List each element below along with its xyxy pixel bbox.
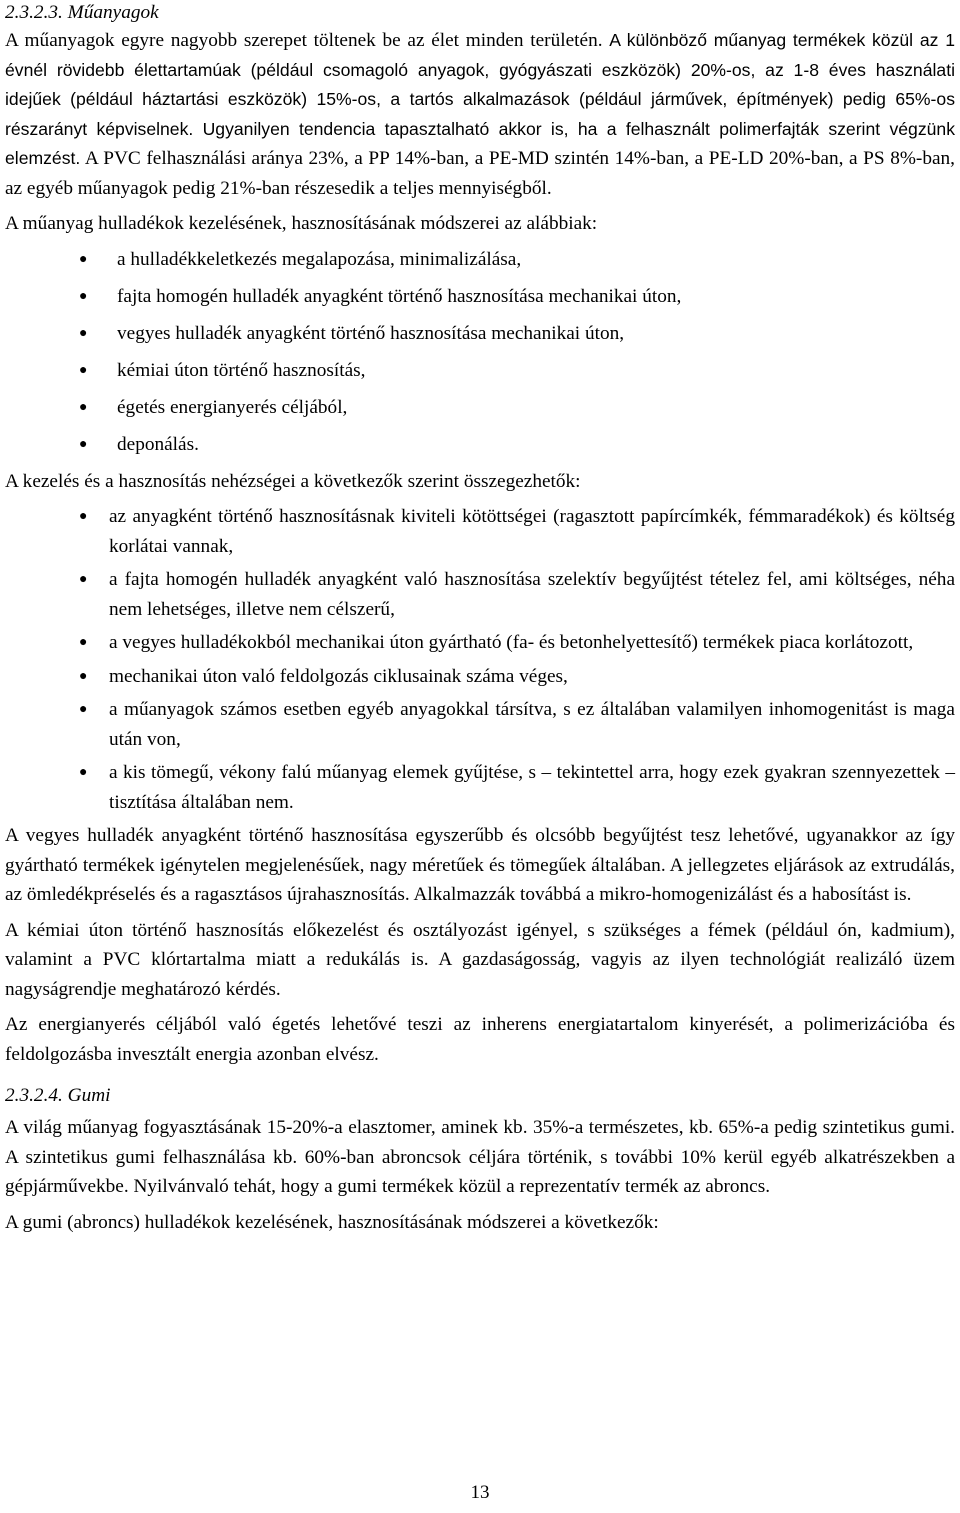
list-item: ● égetés energianyerés céljából,	[5, 393, 955, 423]
paragraph-difficulties-intro: A kezelés és a hasznosítás nehézségei a következők szerint összegezhetők:	[5, 470, 581, 492]
page-number: 13	[470, 1482, 490, 1503]
bullet-icon: ●	[79, 436, 88, 452]
difficulties-list	[5, 502, 955, 817]
list-item: ● mechanikai úton való feldolgozás ciklusainak száma véges,	[5, 662, 955, 692]
list-item: ● fajta homogén hulladék anyagként történő hasznosítása mechanikai úton,	[5, 282, 955, 312]
list-item: ● a kis tömegű, vékony falú műanyag elemek gyűjtése, s – tekintettel arra, hogy ezek gyakran szennyezettek – tisztítása általában nem.	[5, 758, 955, 817]
list-item: ● a hulladékkeletkezés megalapozása, minimalizálása,	[5, 245, 955, 275]
bullet-icon: ●	[79, 509, 88, 524]
list-item: ● az anyagként történő hasznosításnak kiviteli kötöttségei (ragasztott papírcímkék, fémmaradékok) és költség korlátai vannak,	[5, 502, 955, 561]
bullet-icon: ●	[79, 325, 88, 341]
paragraph-chemical-recovery: A kémiai úton történő hasznosítás előkezelést és osztályozást igényel, s szükséges a fémek (például ón, kadmium), valamint a PVC klórtartalma miatt a redukálás is. A gazdaságosság, vagyis az ilyen technológiát realizáló üzem nagyságrendje meghatározó kérdés.	[5, 919, 955, 1000]
list-item: ● deponálás.	[5, 430, 955, 460]
bullet-icon: ●	[79, 288, 88, 304]
paragraph-rubber-methods-intro: A gumi (abroncs) hulladékok kezelésének, hasznosításának módszerei a következők:	[5, 1211, 659, 1233]
bullet-icon: ●	[79, 362, 88, 378]
paragraph-plastics-intro	[5, 26, 955, 203]
bullet-icon: ●	[79, 251, 88, 267]
paragraph-plastics-intro-part1: A műanyagok egyre nagyobb szerepet töltenek be az élet minden területén.	[5, 30, 610, 51]
bullet-icon: ●	[79, 765, 88, 780]
methods-list	[5, 245, 955, 460]
list-item: ● kémiai úton történő hasznosítás,	[5, 356, 955, 386]
bullet-icon: ●	[79, 399, 88, 415]
paragraph-plastics-intro-part3: A PVC felhasználási aránya 23%, a PP 14%-ban, a PE-MD szintén 14%-ban, a PE-LD 20%-ban, a PS 8%-ban, az egyéb műanyagok pedig 21%-ban részesedik a teljes mennyiségből.	[5, 148, 955, 199]
bullet-icon: ●	[79, 668, 88, 684]
bullet-icon: ●	[79, 702, 88, 717]
paragraph-methods-intro: A műanyag hulladékok kezelésének, hasznosításának módszerei az alábbiak:	[5, 213, 598, 234]
document-page	[5, 0, 955, 1513]
paragraph-mixed-waste: A vegyes hulladék anyagként történő hasznosítása egyszerűbb és olcsóbb begyűjtést tesz lehetővé, ugyanakkor az így gyártható termékek igénytelen megjelenésűek, nagy méretűek és tömegűek általában. A jellegzetes eljárások az extrudálás, az ömledékpréselés és a ragasztásos újrahasznosítás. Alkalmazzák továbbá a mikro-homogenizálást és a habosítást is.	[5, 825, 955, 905]
list-item: ● a vegyes hulladékokból mechanikai úton gyártható (fa- és betonhelyettesítő) termékek piaca korlátozott,	[5, 628, 955, 658]
list-item: ● a műanyagok számos esetben egyéb anyagokkal társítva, s ez általában valamilyen inhomogenitást is maga után von,	[5, 695, 955, 754]
bullet-icon: ●	[79, 635, 88, 650]
section-heading-rubber: 2.3.2.4. Gumi	[5, 1085, 111, 1106]
paragraph-rubber-intro: A világ műanyag fogyasztásának 15-20%-a elasztomer, aminek kb. 35%-a természetes, kb. 65%-a pedig szintetikus gumi. A szintetikus gumi felhasználása kb. 60%-ban abroncsok céljára történik, s további 10% kerül egyéb alkatrészekben a gépjárművekbe. Nyilvánvaló tehát, hogy a gumi termékek közül a reprezentatív termék az abroncs.	[5, 1117, 955, 1197]
paragraph-plastics-intro-part2: A különböző műanyag termékek közül az 1 évnél rövidebb élettartamúak (például csomagoló anyagok, gyógyászati eszközök) 20%-os, az 1-8 éves használati idejűek (például háztartási eszközök) 15%-os, a tartós alkalmazások (például járművek, építmények) pedig 65%-os részarányt képviselnek. Ugyanilyen tendencia tapasztalható akkor is, ha a felhasznált polimerfajták szerint végzünk elemzést.	[5, 30, 955, 168]
paragraph-energy-recovery: Az energianyerés céljából való égetés lehetővé teszi az inherens energiatartalom kinyerését, a polimerizációba és feldolgozásba invesztált energia azonban elvész.	[5, 1014, 955, 1065]
list-item: ● vegyes hulladék anyagként történő hasznosítása mechanikai úton,	[5, 319, 955, 349]
bullet-icon: ●	[79, 572, 88, 587]
list-item: ● a fajta homogén hulladék anyagként való hasznosítása szelektív begyűjtést tételez fel, ami költséges, néha nem lehetséges, illetve nem célszerű,	[5, 565, 955, 624]
section-heading-plastics: 2.3.2.3. Műanyagok	[5, 2, 159, 23]
